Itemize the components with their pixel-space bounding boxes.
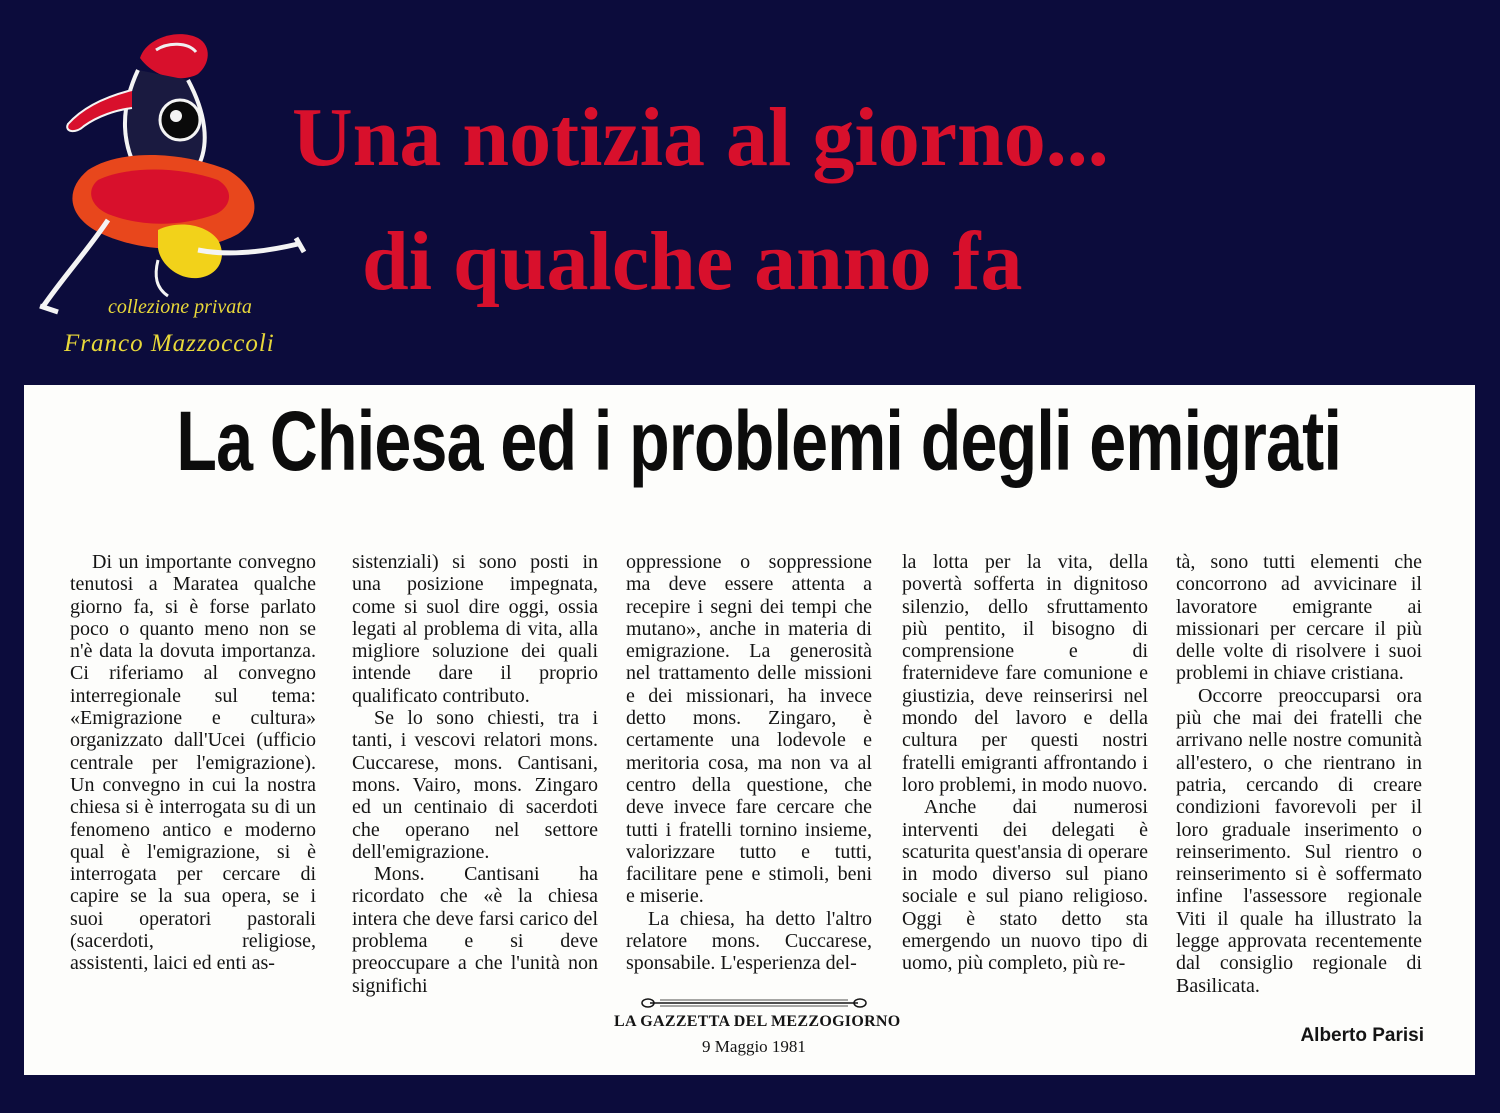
logo-caption-collection: collezione privata	[108, 296, 252, 318]
article-column-2	[352, 551, 598, 997]
article-paragraph: Occorre preoccuparsi ora più che mai dei fratelli che arrivano nelle nostre comunità all'estero, o che rientrano in patria, cercando di creare condizioni favorevoli per il loro graduale inserimento o reinserimento. Sul rientro o reinserimento si è soffermato infine l'assessore regionale Viti il quale ha illustrato la legge approvata recentemente dal consiglio regionale di Basilicata.	[1176, 684, 1422, 997]
newspaper-clipping	[24, 385, 1475, 1075]
article-column-1	[70, 551, 316, 975]
article-paragraph: Mons. Cantisani ha ricordato che «è la chiesa intera che deve farsi carico del problema e si deve preoccupare a che l'unità non significhi	[352, 863, 598, 997]
ornament-divider-icon	[640, 997, 868, 1009]
article-author: Alberto Parisi	[1300, 1025, 1424, 1046]
header-title-line1: Una notizia al giorno...	[292, 91, 1109, 184]
article-paragraph: La chiesa, ha detto l'altro relatore mons. Cuccarese, sponsabile. L'esperienza del-	[626, 907, 872, 975]
article-paragraph: tà, sono tutti elementi che concorrono ad avvicinare il lavoratore emigrante ai missionari per cercare il più delle volte di risolvere i suoi problemi in chiave cristiana.	[1176, 551, 1422, 685]
article-column-3	[626, 551, 872, 975]
article-paragraph: Di un importante convegno tenutosi a Maratea qualche giorno fa, si è forse parlato poco o quanto meno non se n'è data la dovuta importanza. Ci riferiamo al convegno interregionale sul tema: «Emigrazione e cultura» organizzato dall'Ucei (ufficio centrale per l'emigrazione). Un convegno in cui la nostra chiesa si è interrogata su di un fenomeno antico e moderno qual è l'emigrazione, si è interrogata per cercare di capire se la sua opera, se i suoi operatori pastorali (sacerdoti, religiose, assistenti, laici ed enti as-	[70, 551, 316, 975]
publication-date: 9 Maggio 1981	[702, 1037, 806, 1056]
article-paragraph: oppressione o soppressione ma deve essere attenta a recepire i segni dei tempi che mutano», anche in materia di emigrazione. La generosità nel trattamento delle missioni e dei missionari, ha invece detto mons. Zingaro, è certamente una lodevole e meritoria cosa, ma non va al centro della questione, che deve invece fare cercare che tutti i fratelli tornino insieme, valorizzare tutto e tutti, facilitare pene e stimoli, beni e miserie.	[626, 551, 872, 908]
article-paragraph: sistenziali) si sono posti in una posizione impegnata, come si suol dire oggi, ossia legati al problema di vita, alla migliore soluzione dei quali intende dare il proprio qualificato contributo.	[352, 551, 598, 707]
header-title-line2: di qualche anno fa	[362, 215, 1023, 308]
article-headline: La Chiesa ed i problemi degli emigrati	[176, 394, 1342, 488]
article-column-5	[1176, 551, 1422, 997]
article-paragraph: Se lo sono chiesti, tra i tanti, i vescovi relatori mons. Cuccarese, mons. Cantisani, mons. Vairo, mons. Zingaro ed un centinaio di sacerdoti che operano nel settore dell'emigrazione.	[352, 707, 598, 863]
newspaper-name: LA GAZZETTA DEL MEZZOGIORNO	[614, 1013, 901, 1030]
article-paragraph: la lotta per la vita, della povertà sofferta in dignitoso silenzio, dello sfruttamento più pentito, il bisogno di comprensione e di fraternideve fare comunione e giustizia, deve reinserirsi nel mondo del lavoro e della cultura per questi nostri fratelli emigranti affrontando i loro problemi, in modo nuovo.	[902, 551, 1148, 796]
article-paragraph: Anche dai numerosi interventi dei delegati è scaturita quest'ansia di operare in modo diverso sul piano sociale e sul piano religioso. Oggi è stato detto sta emergendo un nuovo tipo di uomo, più completo, più re-	[902, 796, 1148, 975]
article-column-4	[902, 551, 1148, 975]
logo-caption-owner: Franco Mazzoccoli	[64, 330, 275, 357]
